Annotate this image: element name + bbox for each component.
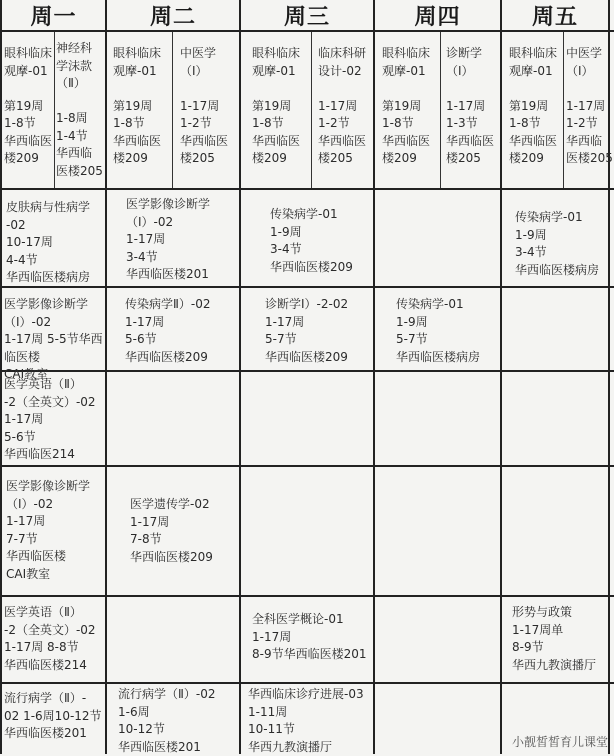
watermark: 小靓皙皙育儿课堂: [511, 735, 608, 749]
course-cell: 医学影像诊断学 （Ⅰ）-02 1-17周 3-4节 华西临医楼201: [126, 197, 211, 281]
course-cell: 眼科临床 观摩-01 第19周 1-8节 华西临医 楼209: [4, 46, 53, 165]
course-cell: 神经科 学沫款 （Ⅱ） 1-8周 1-4节 华西临 医楼205: [56, 41, 103, 178]
header-tue: 周二: [149, 4, 196, 30]
grid-line: [54, 32, 55, 188]
course-cell: 中医学 （Ⅰ） 1-17周 1-2节 华西临医 楼205: [180, 46, 229, 165]
grid-line: [105, 0, 107, 754]
course-cell: 传染病学-01 1-9周 5-7节 华西临医楼病房: [396, 297, 481, 364]
course-cell: 传染病学-01 1-9周 3-4节 华西临医楼209: [270, 207, 353, 274]
grid-line: [0, 682, 614, 684]
course-cell: 流行病学（Ⅱ）- 02 1-6周10-12节 华西临医楼201: [4, 691, 102, 740]
course-cell: 医学影像诊断学 （Ⅰ）-02 1-17周 5-5节华西 临医楼 CAI教室: [4, 297, 103, 381]
course-cell: 眼科临床 观摩-01 第19周 1-8节 华西临医 楼209: [113, 46, 162, 165]
grid-line: [0, 286, 614, 288]
grid-line: [0, 595, 614, 597]
grid-line: [172, 32, 173, 188]
course-cell: 传染病学Ⅱ）-02 1-17周 5-6节 华西临医楼209: [125, 297, 211, 364]
course-cell: 临床科研 设计-02 1-17周 1-2节 华西临医 楼205: [318, 46, 367, 165]
grid-line: [239, 0, 241, 754]
course-cell: 传染病学-01 1-9周 3-4节 华西临医楼病房: [515, 210, 600, 277]
grid-line: [440, 32, 441, 188]
course-cell: 眼科临床 观摩-01 第19周 1-8节 华西临医 楼209: [252, 46, 301, 165]
grid-line: [0, 188, 614, 190]
course-cell: 医学英语（Ⅱ） -2（全英文）-02 1-17周 8-8节 华西临医楼214: [4, 605, 96, 672]
course-cell: 医学英语（Ⅱ） -2（全英文）-02 1-17周 5-6节 华西临医214: [4, 377, 96, 461]
course-cell: 医学遗传学-02 1-17周 7-8节 华西临医楼209: [130, 497, 213, 564]
grid-line: [311, 32, 312, 188]
course-cell: 形势与政策 1-17周单 8-9节 华西九教演播厅: [512, 605, 597, 672]
course-cell: 诊断学Ⅰ）-2-02 1-17周 5-7节 华西临医楼209: [265, 297, 349, 364]
header-mon: 周一: [30, 4, 77, 30]
course-cell: 诊断学 （Ⅰ） 1-17周 1-3节 华西临医 楼205: [446, 46, 495, 165]
grid-line: [373, 0, 375, 754]
course-cell: 全科医学概论-01 1-17周 8-9节华西临医楼201: [252, 612, 367, 661]
course-cell: 中医学 （Ⅰ） 1-17周 1-2节 华西临 医楼205: [566, 46, 613, 165]
header-thu: 周四: [414, 4, 461, 30]
course-cell: 眼科临床 观摩-01 第19周 1-8节 华西临医 楼209: [382, 46, 431, 165]
course-cell: 华西临床诊疗进展-03 1-11周 10-11节 华西九教演播厅: [248, 687, 364, 754]
header-wed: 周三: [283, 4, 330, 30]
course-cell: 皮肤病与性病学 -02 10-17周 4-4节 华西临医楼病房: [6, 200, 91, 284]
course-cell: 眼科临床 观摩-01 第19周 1-8节 华西临医 楼209: [509, 46, 558, 165]
grid-line: [0, 0, 2, 754]
grid-line: [0, 465, 614, 467]
grid-line: [500, 0, 502, 754]
grid-line: [563, 32, 564, 188]
header-fri: 周五: [531, 4, 578, 30]
course-cell: 流行病学（Ⅱ）-02 1-6周 10-12节 华西临医楼201: [118, 687, 216, 754]
course-cell: 医学影像诊断学 （Ⅰ）-02 1-17周 7-7节 华西临医楼 CAI教室: [6, 479, 91, 581]
